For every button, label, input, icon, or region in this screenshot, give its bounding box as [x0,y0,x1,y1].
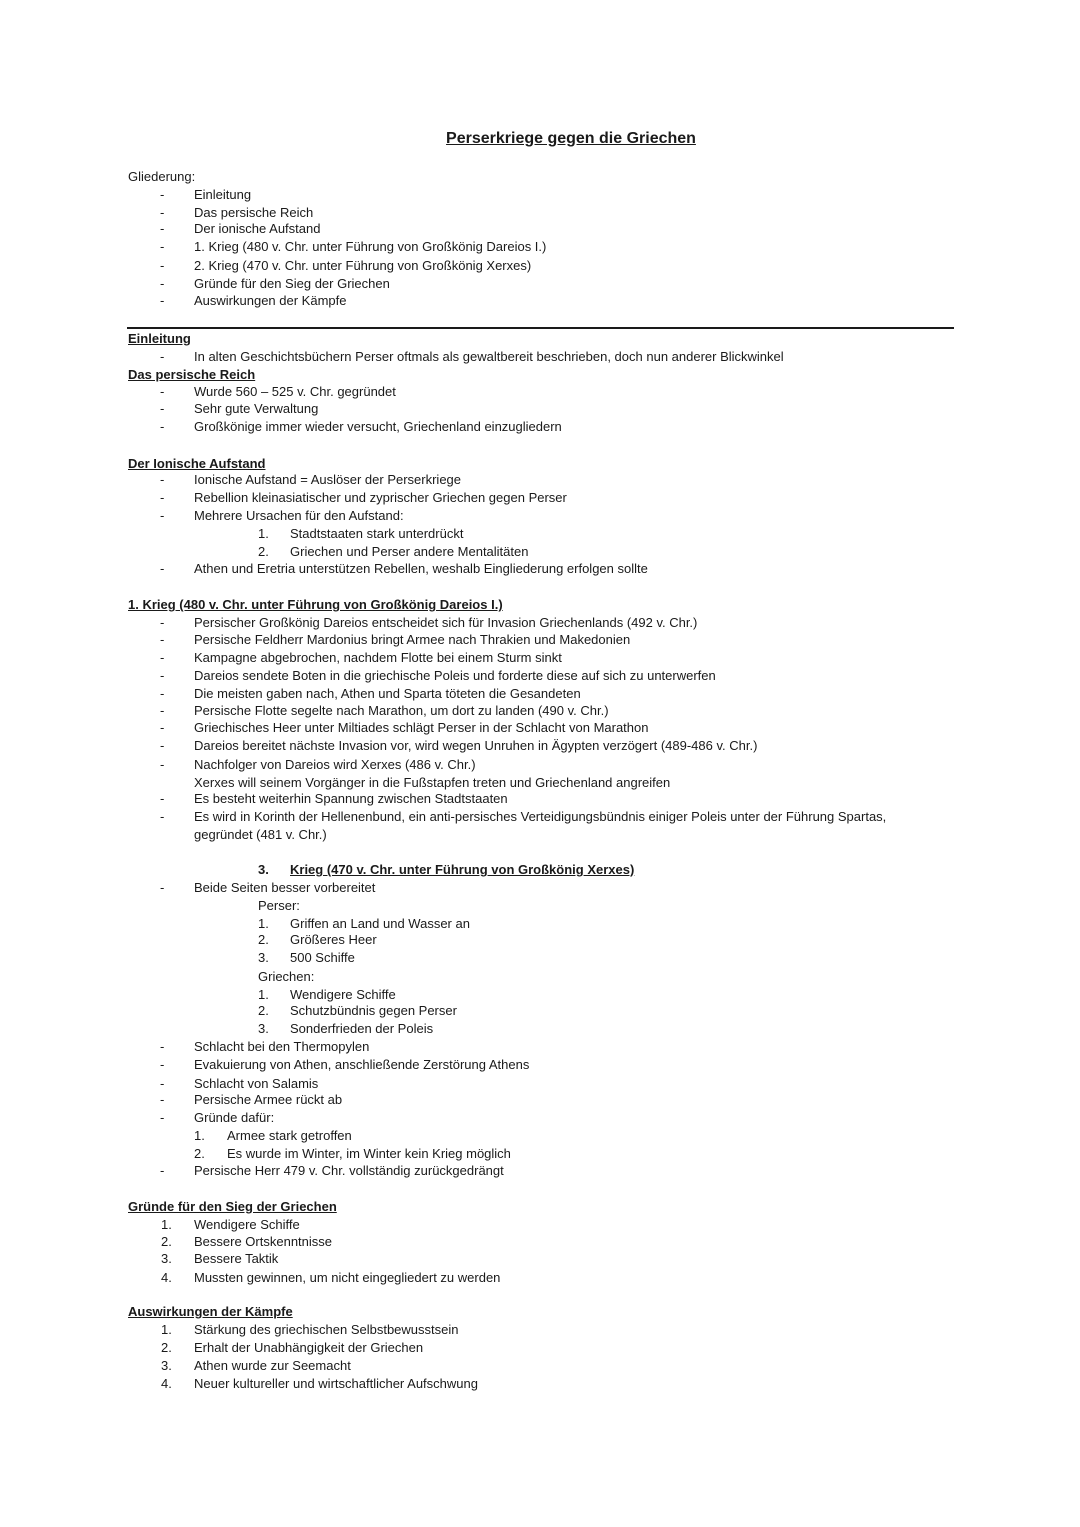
list-dash: - [160,349,165,364]
list-dash: - [160,757,165,772]
list-dash: - [160,668,165,683]
list-item: Die meisten gaben nach, Athen und Sparta töteten die Gesandeten [194,686,581,701]
list-item: Persischer Großkönig Dareios entscheidet sich für Invasion Griechenlands (492 v. Chr.) [194,615,698,630]
list-item: 1. Krieg (480 v. Chr. unter Führung von Großkönig Dareios I.) [194,239,547,254]
list-dash: - [160,187,165,202]
list-number: 3. [258,1021,269,1036]
list-dash: - [160,650,165,665]
list-dash: - [160,258,165,273]
list-dash: - [160,1057,165,1072]
list-item: Athen und Eretria unterstützen Rebellen, weshalb Eingliederung erfolgen sollte [194,561,648,576]
list-number: 2. [161,1340,172,1355]
list-item-continuation: Xerxes will seinem Vorgänger in die Fußstapfen treten und Griechenland angreifen [194,775,671,790]
sublist-label-persians: Perser: [258,898,300,913]
list-number: 2. [258,932,269,947]
list-item: Wendigere Schiffe [290,987,396,1002]
list-dash: - [160,384,165,399]
list-item: Persische Armee rückt ab [194,1092,343,1107]
list-item: Griechisches Heer unter Miltiades schlägt Perser in der Schlacht von Marathon [194,720,649,735]
list-dash: - [160,561,165,576]
list-item: Rebellion kleinasiatischer und zyprischer Griechen gegen Perser [194,490,567,505]
list-dash: - [160,791,165,806]
list-item: Schlacht bei den Thermopylen [194,1039,370,1054]
section-heading-reich: Das persische Reich [128,367,256,382]
list-dash: - [160,1039,165,1054]
list-dash: - [160,720,165,735]
section-heading-einleitung: Einleitung [128,331,191,346]
list-number: 4. [161,1376,172,1391]
list-item: Der ionische Aufstand [194,221,321,236]
list-dash: - [160,632,165,647]
list-item: Sonderfrieden der Poleis [290,1021,434,1036]
list-number: 1. [161,1217,172,1232]
list-number: 1. [161,1322,172,1337]
section-heading-auswirkungen: Auswirkungen der Kämpfe [128,1304,293,1319]
section-heading-gruende: Gründe für den Sieg der Griechen [128,1199,337,1214]
list-dash: - [160,419,165,434]
list-number: 3. [258,950,269,965]
list-dash: - [160,239,165,254]
list-item: Neuer kultureller und wirtschaftlicher Aufschwung [194,1376,478,1391]
list-number: 3. [161,1251,172,1266]
list-item: 500 Schiffe [290,950,355,965]
list-dash: - [160,205,165,220]
list-item: Auswirkungen der Kämpfe [194,293,347,308]
list-item: Gründe dafür: [194,1110,275,1125]
section-number-krieg2: 3. [258,862,269,877]
list-number: 1. [194,1128,205,1143]
list-number: 3. [161,1358,172,1373]
list-dash: - [160,276,165,291]
divider [127,327,954,329]
list-dash: - [160,472,165,487]
list-item: Schlacht von Salamis [194,1076,319,1091]
list-item: Es wird in Korinth der Hellenenbund, ein anti-persisches Verteidigungsbündnis einiger Poleis unter der Führung Spartas, [194,809,887,824]
list-number: 2. [258,1003,269,1018]
list-item: Mehrere Ursachen für den Aufstand: [194,508,404,523]
list-item: Persische Flotte segelte nach Marathon, um dort zu landen (490 v. Chr.) [194,703,609,718]
list-item: 2. Krieg (470 v. Chr. unter Führung von Großkönig Xerxes) [194,258,532,273]
list-number: 2. [194,1146,205,1161]
list-item: In alten Geschichtsbüchern Perser oftmals als gewaltbereit beschrieben, doch nun anderer Blickwinkel [194,349,784,364]
list-item: Gründe für den Sieg der Griechen [194,276,390,291]
list-item: Griffen an Land und Wasser an [290,916,470,931]
list-item: Nachfolger von Dareios wird Xerxes (486 v. Chr.) [194,757,476,772]
list-item: Bessere Ortskenntnisse [194,1234,333,1249]
list-dash: - [160,1092,165,1107]
list-number: 4. [161,1270,172,1285]
list-item: Persische Herr 479 v. Chr. vollständig zurückgedrängt [194,1163,504,1178]
list-item: Wendigere Schiffe [194,1217,300,1232]
section-heading-krieg2: Krieg (470 v. Chr. unter Führung von Großkönig Xerxes) [290,862,635,877]
list-dash: - [160,221,165,236]
list-dash: - [160,880,165,895]
outline-label: Gliederung: [128,169,196,184]
list-dash: - [160,490,165,505]
list-item: Evakuierung von Athen, anschließende Zerstörung Athens [194,1057,530,1072]
sublist-label-greeks: Griechen: [258,969,315,984]
list-dash: - [160,1110,165,1125]
section-heading-krieg1: 1. Krieg (480 v. Chr. unter Führung von Großkönig Dareios I.) [128,597,503,612]
section-heading-aufstand: Der Ionische Aufstand [128,456,266,471]
list-item: Es wurde im Winter, im Winter kein Krieg möglich [227,1146,511,1161]
list-dash: - [160,1076,165,1091]
list-dash: - [160,293,165,308]
list-item: Wurde 560 – 525 v. Chr. gegründet [194,384,396,399]
list-number: 1. [258,987,269,1002]
page-title: Perserkriege gegen die Griechen [446,130,696,147]
list-item: Sehr gute Verwaltung [194,401,319,416]
list-item: Kampagne abgebrochen, nachdem Flotte bei einem Sturm sinkt [194,650,562,665]
list-number: 1. [258,916,269,931]
list-dash: - [160,809,165,824]
list-item: Größeres Heer [290,932,377,947]
list-item: Einleitung [194,187,252,202]
list-item: Das persische Reich [194,205,314,220]
list-dash: - [160,738,165,753]
list-item: Athen wurde zur Seemacht [194,1358,351,1373]
list-item: Erhalt der Unabhängigkeit der Griechen [194,1340,424,1355]
list-item: Stärkung des griechischen Selbstbewusstsein [194,1322,459,1337]
list-item: Beide Seiten besser vorbereitet [194,880,376,895]
list-dash: - [160,1163,165,1178]
list-item: Armee stark getroffen [227,1128,352,1143]
list-dash: - [160,615,165,630]
list-item: Dareios bereitet nächste Invasion vor, wird wegen Unruhen in Ägypten verzögert (489-486 v. Chr.) [194,738,758,753]
list-item: Es besteht weiterhin Spannung zwischen Stadtstaaten [194,791,508,806]
list-item: Stadtstaaten stark unterdrückt [290,526,464,541]
list-dash: - [160,686,165,701]
list-item: Persische Feldherr Mardonius bringt Armee nach Thrakien und Makedonien [194,632,631,647]
list-item: Schutzbündnis gegen Perser [290,1003,457,1018]
list-item: Mussten gewinnen, um nicht eingegliedert zu werden [194,1270,501,1285]
list-dash: - [160,401,165,416]
list-item: Griechen und Perser andere Mentalitäten [290,544,529,559]
list-item-continuation: gegründet (481 v. Chr.) [194,827,327,842]
list-item: Ionische Aufstand = Auslöser der Perserkriege [194,472,462,487]
list-dash: - [160,508,165,523]
list-number: 2. [161,1234,172,1249]
list-item: Dareios sendete Boten in die griechische Poleis und forderte diese auf sich zu unterwerfen [194,668,716,683]
list-item: Bessere Taktik [194,1251,279,1266]
list-number: 1. [258,526,269,541]
list-item: Großkönige immer wieder versucht, Griechenland einzugliedern [194,419,562,434]
list-dash: - [160,703,165,718]
list-number: 2. [258,544,269,559]
